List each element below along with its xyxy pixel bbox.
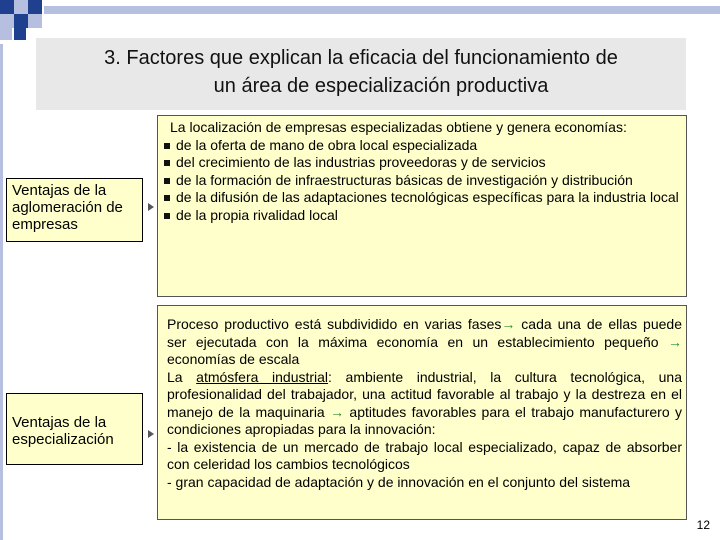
box2-text: : ambiente industrial, la cultura tecnológica, una profesionalidad del trabajador, una actitud favorable al trabajo y la destreza en el manejo de la maquinaria: [167, 368, 682, 420]
decor-square: [14, 28, 26, 40]
box2-text: economías de escala: [167, 351, 300, 367]
decor-square: [0, 0, 14, 14]
bullet-icon: [164, 160, 170, 166]
right-arrow-icon: →: [501, 316, 516, 332]
box1-bullet: [162, 207, 682, 225]
box1-bullet: [162, 154, 682, 172]
box2-underlined-term: atmósfera industrial: [196, 368, 329, 385]
label-specialization: [6, 393, 143, 465]
decor-square: [28, 0, 42, 14]
box2-paragraph-4: [167, 474, 682, 492]
agglomeration-content-box: [157, 115, 687, 297]
page-number: 12: [696, 518, 710, 532]
box2-text: La: [167, 368, 197, 385]
box2-paragraph-3: [167, 439, 682, 474]
box2-text: aptitudes favorables para el trabajo manufacturero y condiciones apropiadas para la innovación:: [167, 403, 682, 437]
decor-square: [0, 28, 12, 40]
box2-text: - gran capacidad de adaptación y de innovación en el conjunto del sistema: [167, 473, 631, 490]
decor-left-bar: [0, 44, 3, 540]
right-arrow-icon: →: [330, 403, 345, 420]
box2-text: - la existencia de un mercado de trabajo local especializado, capaz de absorber con celeridad los cambios tecnológicos: [167, 438, 682, 472]
box1-bullet-text: del crecimiento de las industrias proveedoras y de servicios: [176, 154, 546, 170]
label-agglomeration: [6, 178, 143, 242]
label-agglomeration-text: Ventajas de la aglomeración de empresas: [12, 182, 123, 233]
box1-bullet-text: de la propia rivalidad local: [176, 206, 338, 223]
bullet-icon: [164, 178, 170, 184]
box1-intro-text: La localización de empresas especializadas obtiene y genera economías:: [170, 119, 627, 135]
decor-square: [0, 14, 14, 28]
box1-bullet: [162, 137, 682, 155]
box1-bullet: [162, 189, 682, 207]
decor-square: [28, 14, 42, 28]
box1-bullet-text: de la difusión de las adaptaciones tecnológicas específicas para la industria local: [176, 189, 679, 205]
bullet-icon: [164, 143, 170, 149]
specialization-content-box: [157, 305, 687, 520]
box1-bullet: [162, 172, 682, 190]
box1-bullet-text: de la formación de infraestructuras básicas de investigación y distribución: [176, 171, 633, 188]
bullet-icon: [164, 195, 170, 201]
connector-arrow: [148, 430, 154, 438]
connector-arrow: [148, 203, 154, 211]
decor-top-bar: [44, 6, 720, 14]
box1-bullet-text: de la oferta de mano de obra local especializada: [176, 136, 478, 153]
decor-square: [14, 0, 28, 14]
bullet-icon: [164, 213, 170, 219]
box2-paragraph-2: [167, 369, 682, 439]
label-specialization-text: Ventajas de la especialización: [12, 414, 114, 448]
decor-square: [14, 14, 28, 28]
box2-paragraph-1: [167, 316, 682, 369]
box1-intro: [162, 119, 682, 137]
box2-text: Proceso productivo está subdividido en varias fases: [167, 316, 502, 332]
page-title: [36, 44, 686, 100]
box2-text: cada una de ellas puede ser ejecutada con la máxima economía en un establecimiento pequeño: [167, 316, 682, 350]
title-line-1: 3. Factores que explican la eficacia del funcionamiento de: [104, 47, 618, 69]
title-line-2: un área de especialización productiva: [213, 75, 549, 97]
right-arrow-icon: →: [668, 333, 682, 350]
